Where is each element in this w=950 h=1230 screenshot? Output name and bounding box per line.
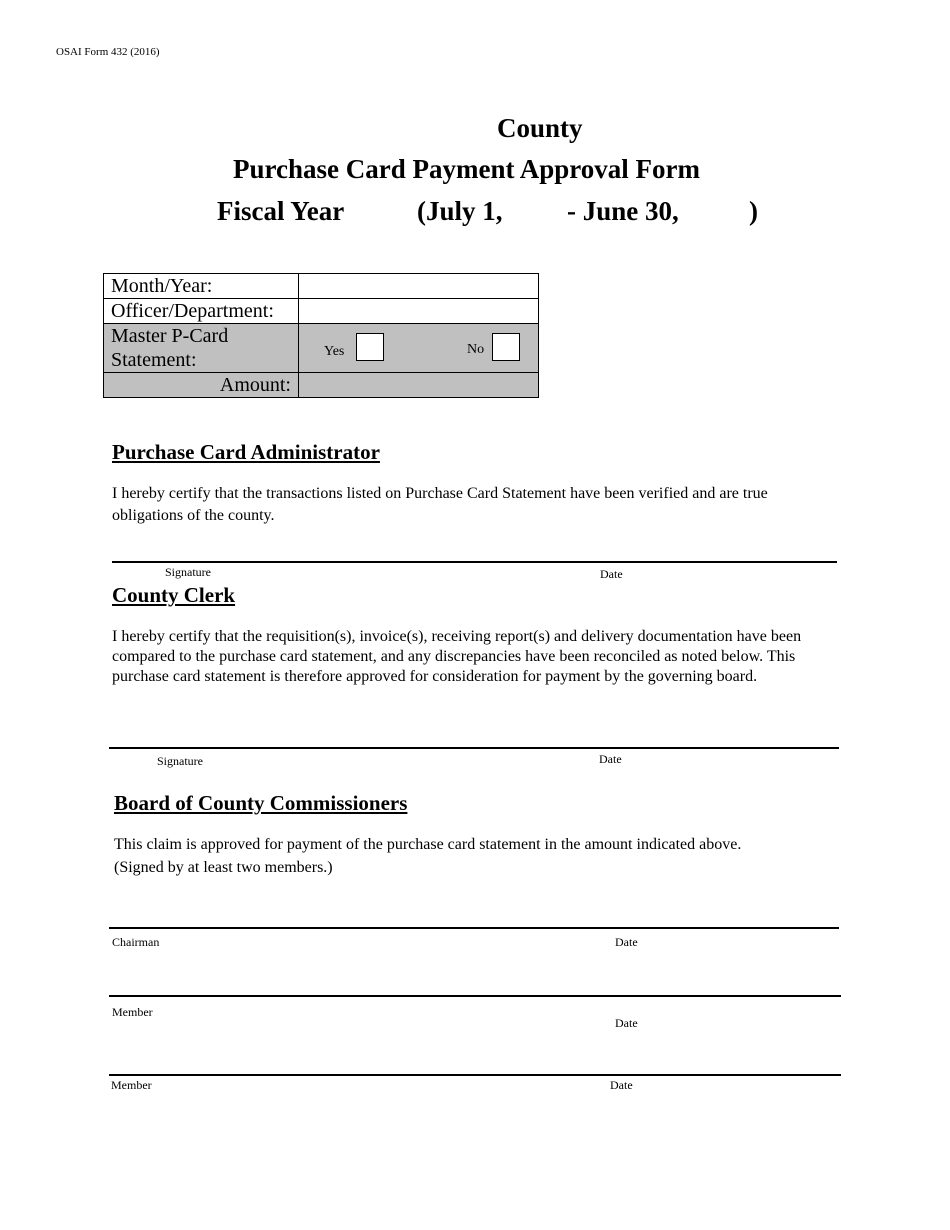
no-label: No [467,342,485,357]
yes-label: Yes [324,344,345,359]
amount-field[interactable] [299,373,539,398]
clerk-certify-text: I hereby certify that the requisition(s), invoice(s), receiving report(s) and delivery documentation have been compared to the purchase card statement, and any discrepancies have been reconciled as noted below. This purchase card statement is therefore approved for consideration for payment by the governing board. [112,628,802,685]
clerk-signature-label: Signature [157,754,203,768]
clerk-signature-line[interactable] [109,747,839,749]
administrator-certify-text: I hereby certify that the transactions listed on Purchase Card Statement have been verified and are true obligations of the county. [112,485,768,524]
title-county: County [497,113,583,143]
fiscal-year-end: - June 30, [567,196,679,226]
amount-label: Amount: [104,373,299,398]
member1-label: Member [112,1005,153,1019]
board-approve-text: This claim is approved for payment of the purchase card statement in the amount indicated above. [114,836,742,853]
member2-signature-line[interactable] [109,1074,841,1076]
officer-department-label: Officer/Department: [104,299,299,324]
form-id: OSAI Form 432 (2016) [56,46,160,58]
board-approve-note: (Signed by at least two members.) [114,859,333,876]
pcard-label-line1: Master P-Card [111,325,229,347]
clerk-heading: County Clerk [112,583,236,607]
month-year-label: Month/Year: [104,274,299,299]
member2-date-label: Date [610,1078,633,1092]
member1-date-label: Date [615,1016,638,1030]
administrator-signature-line[interactable] [112,561,837,563]
member2-label: Member [111,1078,152,1092]
fiscal-year-label: Fiscal Year [217,196,345,226]
chairman-signature-line[interactable] [109,927,839,929]
pcard-statement-options [299,324,539,373]
fiscal-year-start: (July 1, [417,196,503,226]
officer-department-field[interactable] [299,299,539,324]
board-heading: Board of County Commissioners [114,791,408,815]
chairman-date-label: Date [615,935,638,949]
yes-checkbox[interactable] [356,333,384,361]
member1-signature-line[interactable] [109,995,841,997]
month-year-field[interactable] [299,274,539,299]
fiscal-year-close: ) [749,196,758,226]
pcard-label-line2: Statement: [111,349,197,371]
pcard-statement-label [104,324,299,373]
info-table [103,273,539,398]
administrator-heading: Purchase Card Administrator [112,440,380,464]
chairman-label: Chairman [112,935,160,949]
clerk-date-label: Date [599,752,622,766]
form-title: Purchase Card Payment Approval Form [233,154,700,184]
administrator-date-label: Date [600,567,623,581]
administrator-signature-label: Signature [165,565,211,579]
no-checkbox[interactable] [492,333,520,361]
